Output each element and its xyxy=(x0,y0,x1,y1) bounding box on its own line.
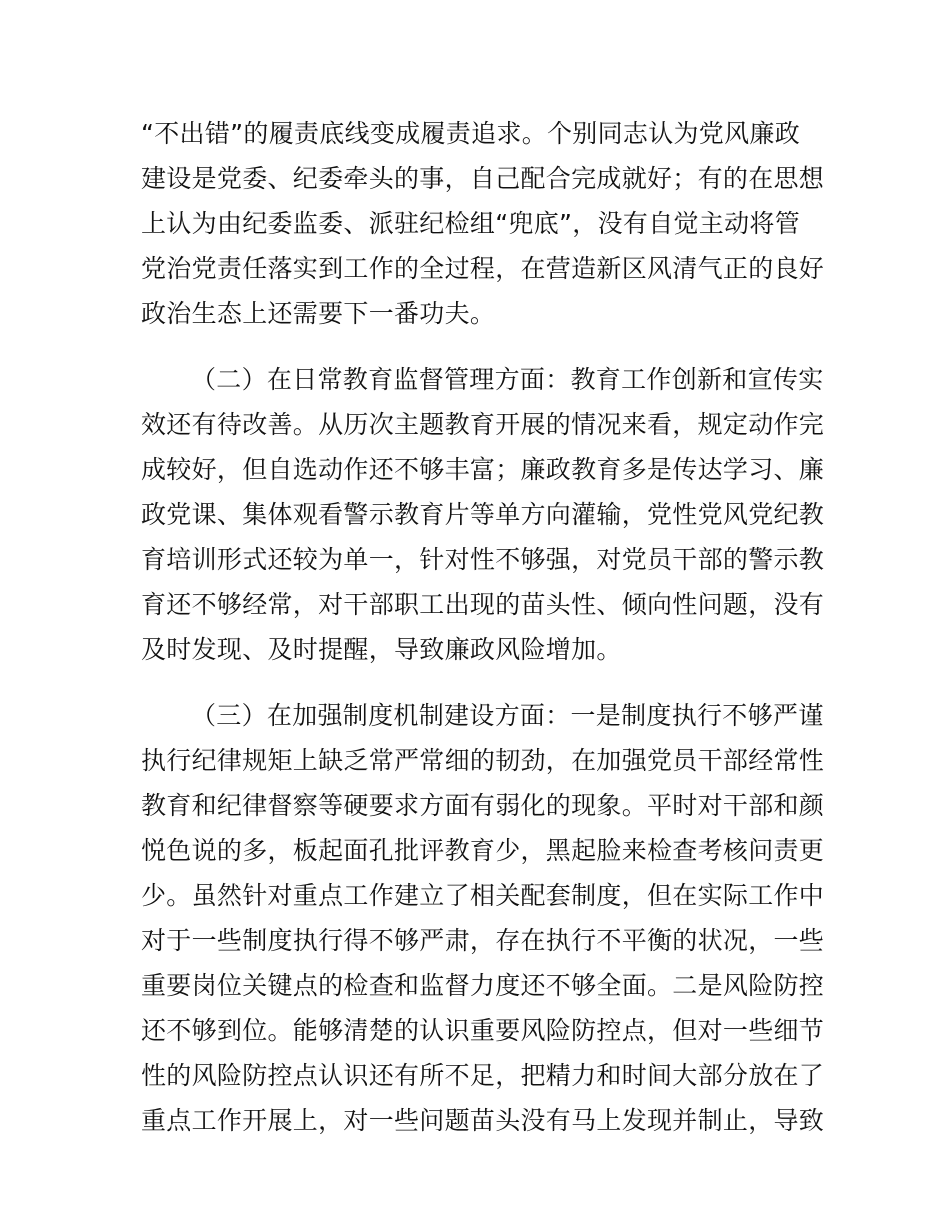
document-body xyxy=(141,111,825,1143)
text-line: 少。虽然针对重点工作建立了相关配套制度，但在实际工作中 xyxy=(141,881,825,910)
text-line: 悦色说的多，板起面孔批评教育少，黑起脸来检查考核问责更 xyxy=(141,836,825,865)
text-line: 效还有待改善。从历次主题教育开展的情况来看，规定动作完 xyxy=(141,410,825,439)
paragraph-spacer xyxy=(141,672,813,693)
text-line: 对于一些制度执行得不够严肃，存在执行不平衡的状况，一些 xyxy=(141,926,825,955)
text-line: 育还不够经常，对干部职工出现的苗头性、倾向性问题，没有 xyxy=(141,590,825,619)
text-line: 性的风险防控点认识还有所不足，把精力和时间大部分放在了 xyxy=(141,1061,825,1090)
paragraph-1 xyxy=(141,111,825,336)
text-line: 政治生态上还需要下一番功夫。 xyxy=(141,299,496,328)
text-line: 育培训形式还较为单一，针对性不够强，对党员干部的警示教 xyxy=(141,545,825,574)
text-line: 党治党责任落实到工作的全过程，在营造新区风清气正的良好 xyxy=(141,254,825,283)
text-line: 上认为由纪委监委、派驻纪检组“兜底”，没有自觉主动将管 xyxy=(141,209,801,238)
paragraph-2 xyxy=(141,357,825,672)
text-line: 教育和纪律督察等硬要求方面有弱化的现象。平时对干部和颜 xyxy=(141,791,825,820)
text-line: （二）在日常教育监督管理方面：教育工作创新和宣传实 xyxy=(191,365,824,394)
text-line: 建设是党委、纪委牵头的事，自己配合完成就好；有的在思想 xyxy=(141,164,825,193)
text-line: 还不够到位。能够清楚的认识重要风险防控点，但对一些细节 xyxy=(141,1016,825,1045)
text-line: 执行纪律规矩上缺乏常严常细的韧劲，在加强党员干部经常性 xyxy=(141,746,825,775)
paragraph-spacer xyxy=(141,336,813,357)
text-line: 及时发现、及时提醒，导致廉政风险增加。 xyxy=(141,635,622,664)
text-line: “不出错”的履责底线变成履责追求。个别同志认为党风廉政 xyxy=(141,119,801,148)
text-line: 重要岗位关键点的检查和监督力度还不够全面。二是风险防控 xyxy=(141,971,825,1000)
text-line: 重点工作开展上，对一些问题苗头没有马上发现并制止，导致 xyxy=(141,1106,825,1135)
text-line: 政党课、集体观看警示教育片等单方向灌输，党性党风党纪教 xyxy=(141,500,825,529)
text-line: （三）在加强制度机制建设方面：一是制度执行不够严谨 xyxy=(191,701,824,730)
paragraph-3 xyxy=(141,693,825,1143)
text-line: 成较好，但自选动作还不够丰富；廉政教育多是传达学习、廉 xyxy=(141,455,825,484)
